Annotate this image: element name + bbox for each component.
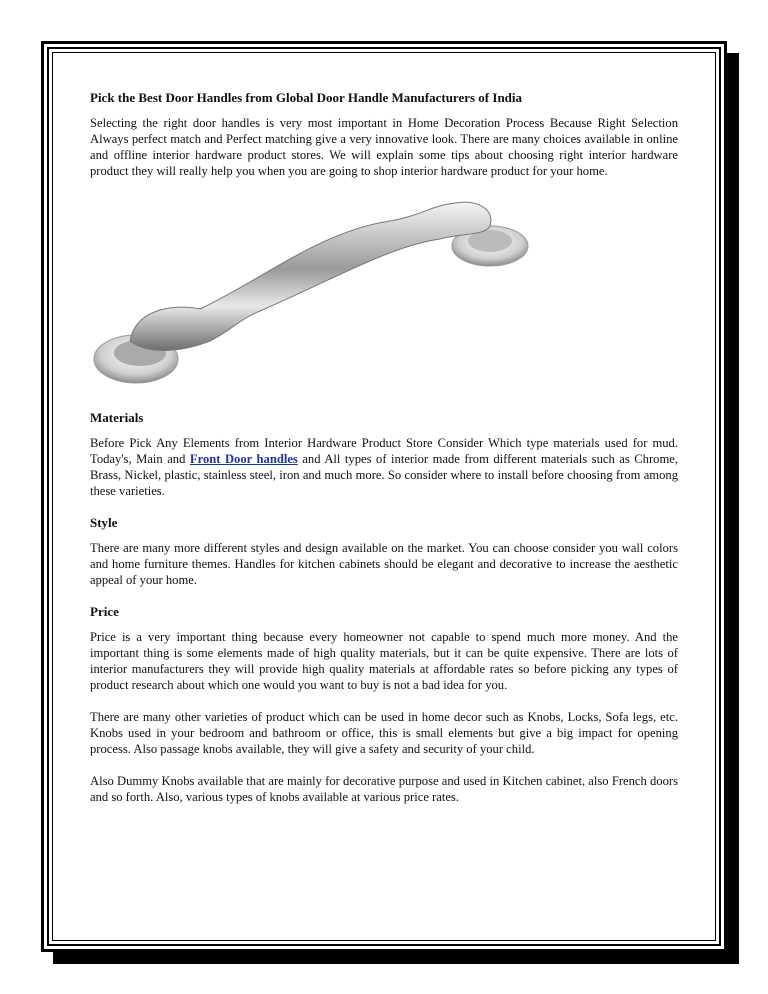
price-paragraph-1: Price is a very important thing because every homeowner not capable to spend much more money. And the important thing is some elements made of high quality materials, but it can be quite expensive. There are lots of interior manufacturers they will provide high quality materials at affordable rates so before picking any types of product research about which one would you want to buy is not a bad idea for you.	[90, 630, 678, 692]
price-paragraph-3: Also Dummy Knobs available that are mainly for decorative purpose and used in Kitchen cabinet, also French doors and so forth. Also, various types of knobs available at various price rates.	[90, 774, 678, 804]
style-heading: Style	[90, 515, 118, 530]
style-paragraph: There are many more different styles and design available on the market. You can choose consider you wall colors and home furniture themes. Handles for kitchen cabinets should be elegant and decorative to increase the aesthetic appeal of your home.	[90, 541, 678, 587]
price-heading: Price	[90, 604, 119, 619]
materials-heading: Materials	[90, 410, 144, 425]
front-door-handles-link[interactable]: Front Door handles	[189, 452, 298, 466]
door-handle-image	[90, 191, 530, 396]
price-paragraph-2: There are many other varieties of product which can be used in home decor such as Knobs, Locks, Sofa legs, etc. Knobs used in your bedroom and bathroom or office, this is small elements but give a big impact for opening process. Also passage knobs available, they will give a safety and security of your child.	[90, 710, 678, 756]
document-body	[90, 90, 678, 821]
materials-text: Before Pick Any Elements from Interior Hardware Product Store Consider Which type materials used for mud. Today's, Main and	[90, 436, 678, 466]
materials-paragraph	[90, 435, 678, 499]
document-title: Pick the Best Door Handles from Global Door Handle Manufacturers of India	[90, 90, 523, 105]
intro-paragraph: Selecting the right door handles is very most important in Home Decoration Process Because Right Selection Always perfect match and Perfect matching give a very innovative look. There are many choices available in online and offline interior hardware product stores. We will explain some tips about choosing right interior hardware product they will really help you when you are going to shop interior hardware product for your home.	[90, 116, 678, 178]
materials-text-continued: and All types of interior made from different materials such as Chrome, Brass, Nickel, plastic, stainless steel, iron and much more. So consider where to install before choosing from among these varieties.	[90, 452, 678, 498]
